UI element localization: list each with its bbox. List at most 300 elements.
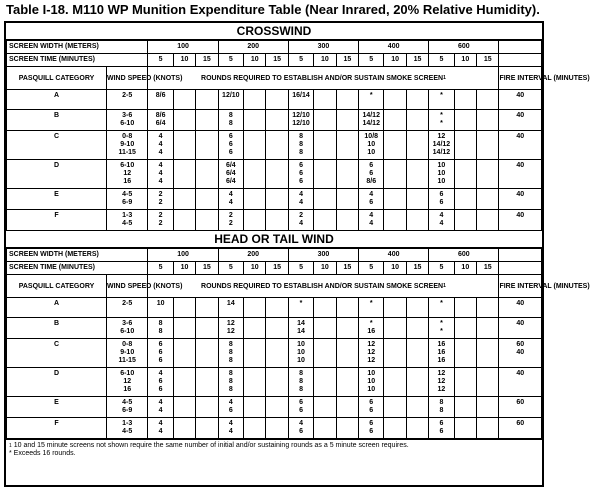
- rounds-value: 6: [299, 162, 303, 169]
- rounds-cell: [336, 210, 358, 231]
- rounds-cell: [148, 110, 173, 131]
- rounds-cell: [196, 318, 218, 339]
- fire-interval-cell: [499, 318, 542, 339]
- rounds-value: 10: [297, 349, 305, 356]
- rounds-value: 8: [228, 357, 233, 364]
- rounds-cell: [148, 318, 173, 339]
- rounds-value: 10: [367, 386, 376, 393]
- rounds-value: *: [299, 300, 303, 307]
- fire-interval-value: 60: [516, 420, 525, 427]
- screen-time-value: 5: [429, 54, 454, 67]
- rounds-cell: [314, 418, 336, 439]
- rounds-cell: [244, 110, 266, 131]
- rounds-cell: [359, 339, 384, 368]
- screen-time-value: 5: [288, 262, 313, 275]
- rounds-value: 4: [299, 199, 303, 206]
- rounds-value: 4: [158, 141, 163, 148]
- rounds-cell: [288, 298, 313, 318]
- wind-speed-cell: [106, 339, 147, 368]
- rounds-value: 12: [367, 349, 376, 356]
- rounds-value: 2: [158, 191, 163, 198]
- table-frame: [4, 21, 590, 487]
- rounds-cell: [406, 210, 428, 231]
- rounds-value: 8/6: [366, 178, 377, 185]
- rounds-cell: [454, 318, 476, 339]
- rounds-cell: [429, 160, 454, 189]
- table-title: Table I-18. M110 WP Munition Expenditure Table (Near Inrared, 20% Relative Humidity).: [6, 2, 540, 17]
- rounds-cell: [406, 418, 428, 439]
- rounds-cell: [384, 90, 406, 110]
- screen-width-value: 200: [218, 41, 288, 54]
- screen-time-value: 10: [454, 262, 476, 275]
- rounds-cell: [454, 418, 476, 439]
- screen-time-value: 15: [406, 54, 428, 67]
- screen-time-value: 5: [288, 54, 313, 67]
- rounds-cell: [314, 339, 336, 368]
- wind-speed-cell: [106, 90, 147, 110]
- rounds-value: 6: [228, 149, 233, 156]
- pasquill-category: D: [7, 368, 107, 397]
- rounds-value: 12: [437, 133, 446, 140]
- rounds-cell: [429, 368, 454, 397]
- rounds-value: 6: [228, 133, 233, 140]
- rounds-value: 16: [367, 328, 376, 335]
- rounds-cell: [288, 368, 313, 397]
- rounds-cell: [406, 131, 428, 160]
- rounds-cell: [454, 131, 476, 160]
- screen-time-value: 5: [148, 262, 173, 275]
- rounds-value: 8: [439, 399, 444, 406]
- rounds-value: *: [440, 328, 443, 335]
- rounds-cell: [359, 110, 384, 131]
- rounds-cell: [406, 368, 428, 397]
- rounds-cell: [406, 189, 428, 210]
- wind-speed-header: WIND SPEED (KNOTS): [106, 275, 147, 298]
- section-heading: HEAD OR TAIL WIND: [6, 231, 542, 248]
- rounds-cell: [336, 397, 358, 418]
- screen-width-label: SCREEN WIDTH (METERS): [7, 249, 148, 262]
- rounds-value: 12/10: [292, 112, 310, 119]
- fire-interval-value: 40: [516, 349, 525, 356]
- fire-interval-cell: [499, 189, 542, 210]
- rounds-value: *: [440, 320, 443, 327]
- rounds-cell: [454, 90, 476, 110]
- rounds-cell: [218, 160, 243, 189]
- fire-interval-cell: [499, 418, 542, 439]
- rounds-value: 4: [228, 399, 233, 406]
- rounds-cell: [148, 368, 173, 397]
- pasquill-category: C: [7, 339, 107, 368]
- fire-interval-value: 40: [516, 300, 525, 307]
- rounds-value: 4: [369, 220, 374, 227]
- rounds-cell: [173, 318, 195, 339]
- screen-time-value: 10: [384, 54, 406, 67]
- rounds-cell: [477, 110, 499, 131]
- wind-speed-value: 4-5: [122, 399, 133, 406]
- rounds-cell: [359, 368, 384, 397]
- rounds-cell: [477, 418, 499, 439]
- rounds-cell: [148, 189, 173, 210]
- rounds-value: 8: [158, 320, 163, 327]
- rounds-cell: [336, 318, 358, 339]
- rounds-cell: [336, 131, 358, 160]
- rounds-cell: [173, 298, 195, 318]
- rounds-value: 6: [228, 141, 233, 148]
- table-row: [7, 131, 542, 160]
- rounds-header: [148, 275, 499, 298]
- rounds-value: 2: [158, 220, 163, 227]
- rounds-value: *: [369, 92, 373, 99]
- rounds-cell: [314, 298, 336, 318]
- rounds-cell: [244, 318, 266, 339]
- pasquill-category: C: [7, 131, 107, 160]
- rounds-cell: [196, 339, 218, 368]
- rounds-cell: [359, 298, 384, 318]
- fire-interval-header: FIRE INTERVAL (MINUTES): [499, 275, 542, 298]
- rounds-value: 16/14: [292, 92, 310, 99]
- rounds-value: 12: [367, 341, 376, 348]
- screen-time-row: [7, 262, 542, 275]
- rounds-cell: [196, 210, 218, 231]
- wind-speed-cell: [106, 160, 147, 189]
- rounds-cell: [218, 397, 243, 418]
- rounds-cell: [196, 189, 218, 210]
- rounds-value: 10: [367, 370, 376, 377]
- wind-speed-cell: [106, 368, 147, 397]
- rounds-cell: [266, 110, 288, 131]
- rounds-value: 14: [297, 320, 305, 327]
- rounds-value: 6: [158, 349, 163, 356]
- rounds-value: 4: [158, 407, 163, 414]
- rounds-value: 6/4: [225, 178, 236, 185]
- screen-time-value: 10: [173, 262, 195, 275]
- rounds-cell: [359, 160, 384, 189]
- screen-time-value: 15: [266, 262, 288, 275]
- rounds-value: 4: [158, 133, 163, 140]
- rounds-cell: [384, 189, 406, 210]
- rounds-cell: [429, 189, 454, 210]
- rounds-cell: [266, 418, 288, 439]
- rounds-cell: [429, 110, 454, 131]
- rounds-cell: [477, 210, 499, 231]
- pasquill-category: E: [7, 189, 107, 210]
- screen-time-value: 10: [314, 262, 336, 275]
- rounds-cell: [148, 397, 173, 418]
- table-row: [7, 397, 542, 418]
- rounds-value: 2: [228, 220, 233, 227]
- rounds-cell: [336, 90, 358, 110]
- rounds-cell: [454, 160, 476, 189]
- fire-interval-value: 60: [516, 399, 525, 406]
- rounds-value: *: [440, 112, 443, 119]
- rounds-cell: [477, 160, 499, 189]
- rounds-cell: [266, 160, 288, 189]
- rounds-value: 12: [367, 357, 376, 364]
- rounds-value: 2: [299, 212, 303, 219]
- wind-speed-cell: [106, 397, 147, 418]
- rounds-value: 10: [437, 170, 446, 177]
- rounds-cell: [288, 397, 313, 418]
- wind-speed-value: 1-3: [122, 420, 133, 427]
- wind-speed-value: 16: [123, 386, 132, 393]
- rounds-cell: [406, 110, 428, 131]
- rounds-value: 6: [369, 407, 374, 414]
- rounds-cell: [477, 339, 499, 368]
- rounds-header-text: ROUNDS REQUIRED TO ESTABLISH AND/OR SUSTAIN SMOKE SCREEN: [201, 74, 444, 82]
- screen-time-value: 5: [148, 54, 173, 67]
- table-row: [7, 318, 542, 339]
- rounds-value: *: [440, 300, 443, 307]
- blank-cell: [499, 54, 542, 67]
- rounds-cell: [429, 418, 454, 439]
- rounds-value: 8: [299, 133, 303, 140]
- screen-time-value: 10: [244, 54, 266, 67]
- rounds-cell: [384, 418, 406, 439]
- rounds-cell: [244, 368, 266, 397]
- rounds-cell: [218, 368, 243, 397]
- wind-speed-value: 16: [123, 178, 132, 185]
- rounds-value: *: [440, 120, 443, 127]
- fire-interval-header: FIRE INTERVAL (MINUTES): [499, 67, 542, 90]
- rounds-value: 4: [158, 428, 163, 435]
- rounds-value: 4: [228, 191, 233, 198]
- rounds-cell: [244, 397, 266, 418]
- wind-speed-value: 6-10: [120, 120, 135, 127]
- screen-time-value: 10: [314, 54, 336, 67]
- wind-speed-value: 11-15: [118, 357, 136, 364]
- rounds-cell: [406, 160, 428, 189]
- rounds-cell: [336, 110, 358, 131]
- rounds-cell: [336, 298, 358, 318]
- rounds-cell: [359, 131, 384, 160]
- rounds-cell: [266, 131, 288, 160]
- screen-width-value: 600: [429, 249, 499, 262]
- wind-speed-value: 11-15: [118, 149, 136, 156]
- screen-time-value: 15: [196, 54, 218, 67]
- pasquill-category: F: [7, 418, 107, 439]
- rounds-header-text: ROUNDS REQUIRED TO ESTABLISH AND/OR SUSTAIN SMOKE SCREEN: [201, 282, 444, 290]
- rounds-cell: [288, 318, 313, 339]
- rounds-cell: [314, 90, 336, 110]
- rounds-cell: [406, 397, 428, 418]
- fire-interval-cell: [499, 397, 542, 418]
- rounds-value: 8: [299, 141, 303, 148]
- wind-speed-value: 4-5: [122, 428, 133, 435]
- rounds-cell: [314, 131, 336, 160]
- screen-width-value: 400: [359, 249, 429, 262]
- rounds-cell: [148, 131, 173, 160]
- rounds-cell: [288, 189, 313, 210]
- rounds-value: 4: [158, 370, 163, 377]
- rounds-cell: [266, 90, 288, 110]
- rounds-cell: [196, 418, 218, 439]
- wind-speed-cell: [106, 131, 147, 160]
- rounds-cell: [173, 368, 195, 397]
- rounds-value: 8: [158, 328, 163, 335]
- pasquill-category: A: [7, 90, 107, 110]
- rounds-cell: [477, 368, 499, 397]
- rounds-cell: [266, 298, 288, 318]
- rounds-cell: [196, 298, 218, 318]
- rounds-value: 4: [228, 420, 233, 427]
- wind-speed-value: 12: [123, 378, 132, 385]
- rounds-cell: [384, 339, 406, 368]
- screen-width-label: SCREEN WIDTH (METERS): [7, 41, 148, 54]
- rounds-value: 6: [369, 170, 374, 177]
- wind-speed-value: 4-5: [122, 220, 133, 227]
- wind-speed-value: 6-9: [122, 407, 133, 414]
- rounds-cell: [266, 318, 288, 339]
- rounds-value: 6: [439, 199, 444, 206]
- screen-time-value: 5: [359, 262, 384, 275]
- rounds-cell: [196, 368, 218, 397]
- wind-speed-value: 0-8: [122, 133, 133, 140]
- rounds-cell: [218, 131, 243, 160]
- table-row: [7, 339, 542, 368]
- rounds-value: 10: [297, 357, 305, 364]
- rounds-cell: [148, 339, 173, 368]
- rounds-value: 12/10: [292, 120, 310, 127]
- rounds-value: 4: [369, 191, 374, 198]
- fire-interval-cell: [499, 110, 542, 131]
- rounds-cell: [173, 110, 195, 131]
- rounds-value: 6/4: [225, 162, 236, 169]
- wind-speed-value: 2-5: [122, 92, 133, 99]
- rounds-cell: [288, 110, 313, 131]
- rounds-value: 10: [367, 141, 376, 148]
- screen-time-row: [7, 54, 542, 67]
- rounds-value: 6: [299, 170, 303, 177]
- rounds-value: 6: [369, 399, 374, 406]
- rounds-cell: [429, 131, 454, 160]
- rounds-cell: [266, 339, 288, 368]
- table-row: [7, 298, 542, 318]
- pasquill-header: PASQUILL CATEGORY: [7, 67, 107, 90]
- rounds-cell: [288, 418, 313, 439]
- rounds-value: 6: [158, 341, 163, 348]
- pasquill-category: F: [7, 210, 107, 231]
- blank-cell: [499, 41, 542, 54]
- screen-width-row: [7, 249, 542, 262]
- fire-interval-value: 40: [516, 133, 525, 140]
- rounds-value: 14/12: [362, 120, 380, 127]
- rounds-cell: [288, 90, 313, 110]
- fire-interval-value: 40: [516, 370, 525, 377]
- fire-interval-value: 40: [516, 92, 525, 99]
- fire-interval-cell: [499, 90, 542, 110]
- rounds-value: *: [369, 320, 373, 327]
- rounds-value: 8: [228, 349, 233, 356]
- rounds-cell: [336, 418, 358, 439]
- rounds-value: *: [369, 300, 373, 307]
- rounds-cell: [314, 160, 336, 189]
- screen-time-value: 15: [477, 54, 499, 67]
- rounds-value: 4: [299, 420, 303, 427]
- rounds-cell: [429, 397, 454, 418]
- footnote-1-text: 10 and 15 minute screens not shown require the same number of initial and/or sustaining rounds as a 5 minute screen requires.: [11, 442, 409, 449]
- rounds-value: 14/12: [362, 112, 380, 119]
- rounds-value: 10: [156, 300, 165, 307]
- rounds-cell: [454, 397, 476, 418]
- rounds-value: 12: [437, 378, 446, 385]
- screen-width-value: 300: [288, 249, 358, 262]
- rounds-value: 10: [297, 341, 305, 348]
- rounds-cell: [336, 368, 358, 397]
- screen-time-label: SCREEN TIME (MINUTES): [7, 262, 148, 275]
- rounds-value: 6: [228, 407, 233, 414]
- rounds-cell: [173, 160, 195, 189]
- fire-interval-cell: [499, 131, 542, 160]
- rounds-cell: [477, 90, 499, 110]
- rounds-cell: [173, 131, 195, 160]
- rounds-value: 6: [369, 428, 374, 435]
- fire-interval-cell: [499, 210, 542, 231]
- rounds-cell: [244, 418, 266, 439]
- rounds-value: 4: [158, 178, 163, 185]
- screen-time-value: 15: [406, 262, 428, 275]
- footnote-1: [9, 442, 539, 450]
- pasquill-category: A: [7, 298, 107, 318]
- rounds-value: 8/6: [155, 112, 166, 119]
- rounds-cell: [359, 318, 384, 339]
- fire-interval-cell: [499, 160, 542, 189]
- rounds-cell: [196, 131, 218, 160]
- rounds-header: [148, 67, 499, 90]
- fire-interval-value: 40: [516, 162, 525, 169]
- table-row: [7, 368, 542, 397]
- rounds-cell: [244, 189, 266, 210]
- rounds-cell: [336, 339, 358, 368]
- fire-interval-value: 40: [516, 191, 525, 198]
- rounds-value: 8: [228, 370, 233, 377]
- rounds-value: 16: [437, 341, 446, 348]
- rounds-value: 8: [299, 378, 303, 385]
- screen-time-value: 15: [266, 54, 288, 67]
- screen-time-value: 10: [454, 54, 476, 67]
- rounds-cell: [477, 397, 499, 418]
- rounds-value: 8: [228, 378, 233, 385]
- fire-interval-cell: [499, 339, 542, 368]
- rounds-cell: [266, 189, 288, 210]
- table-row: [7, 210, 542, 231]
- wind-speed-cell: [106, 189, 147, 210]
- rounds-cell: [359, 189, 384, 210]
- rounds-cell: [288, 160, 313, 189]
- rounds-cell: [336, 189, 358, 210]
- rounds-value: 10: [367, 378, 376, 385]
- rounds-cell: [148, 298, 173, 318]
- fire-interval-value: 40: [516, 112, 525, 119]
- rounds-value: 6: [299, 178, 303, 185]
- table-row: [7, 418, 542, 439]
- blank-cell: [499, 262, 542, 275]
- rounds-value: 12: [226, 328, 235, 335]
- rounds-value: 14/12: [432, 149, 451, 156]
- table-row: [7, 189, 542, 210]
- rounds-cell: [454, 110, 476, 131]
- table-row: [7, 90, 542, 110]
- rounds-cell: [384, 298, 406, 318]
- pasquill-header: PASQUILL CATEGORY: [7, 275, 107, 298]
- rounds-cell: [454, 368, 476, 397]
- rounds-cell: [477, 318, 499, 339]
- rounds-cell: [244, 339, 266, 368]
- screen-time-value: 10: [384, 262, 406, 275]
- rounds-cell: [477, 131, 499, 160]
- wind-speed-value: 0-8: [122, 341, 133, 348]
- rounds-cell: [218, 298, 243, 318]
- rounds-cell: [406, 90, 428, 110]
